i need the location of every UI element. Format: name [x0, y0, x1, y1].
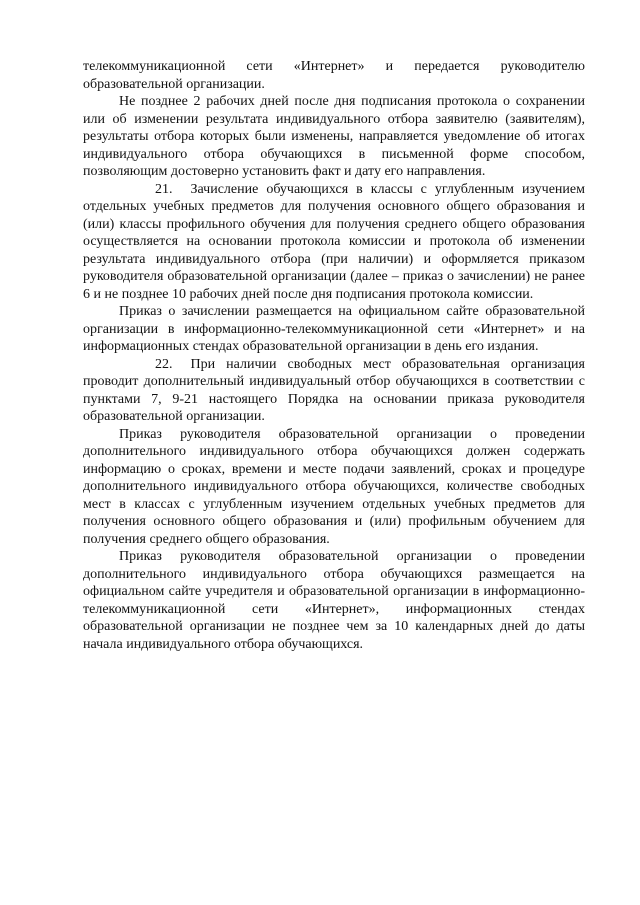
paragraph-text: телекоммуникационной сети «Интернет» и передается руководителю образовательной организации. [83, 59, 585, 92]
paragraph-order-content [83, 426, 585, 549]
item-number: 21. [155, 181, 173, 197]
paragraph-order-placement [83, 548, 585, 653]
paragraph-text: Зачисление обучающихся в классы с углубленным изучением отдельных учебных предметов для получения основного общего образования и (или) классы профильного обучения для получения среднего общего образования осуществляется на основании протокола комиссии и протокола об изменении результата индивидуального отбора (при наличии) и оформляется приказом руководителя образовательной организации (далее – приказ о зачислении) не ранее 6 и не позднее 10 рабочих дней после дня подписания протокола комиссии. [83, 181, 585, 302]
paragraph-text: Приказ о зачислении размещается на официальном сайте образовательной организации в информационно-телекоммуникационной сети «Интернет» и на информационных стендах образовательной организации в день его издания. [83, 304, 585, 354]
document-page [83, 58, 585, 653]
paragraph-order-publication [83, 303, 585, 356]
paragraph-notification [83, 93, 585, 181]
paragraph-item-21 [83, 181, 585, 304]
paragraph-text: Приказ руководителя образовательной организации о проведении дополнительного индивидуального отбора обучающихся размещается на официальном сайте учредителя и образовательной организации в информационно-телекоммуникационной сети «Интернет», информационных стендах образовательной организации не позднее чем за 10 календарных дней до даты начала индивидуального отбора обучающихся. [83, 549, 585, 652]
paragraph-text: Приказ руководителя образовательной организации о проведении дополнительного индивидуального отбора обучающихся должен содержать информацию о сроках, времени и месте подачи заявлений, сроках и процедуре дополнительного индивидуального отбора обучающихся, количестве свободных мест в классах с углубленным изучением отдельных учебных предметов для получения основного общего образования и (или) профильным обучением для получения среднего общего образования. [83, 426, 585, 547]
item-number: 22. [155, 356, 173, 372]
paragraph-text: При наличии свободных мест образовательная организация проводит дополнительный индивидуальный отбор обучающихся в соответствии с пунктами 7, 9-21 настоящего Порядка на основании приказа руководителя образовательной организации. [83, 356, 585, 424]
paragraph-item-22 [83, 356, 585, 426]
paragraph-text: Не позднее 2 рабочих дней после дня подписания протокола о сохранении или об изменении результата индивидуального отбора заявителю (заявителям), результаты отбора которых были изменены, направляется уведомление об итогах индивидуального отбора обучающихся в письменной форме способом, позволяющим достоверно установить факт и дату его направления. [83, 94, 585, 179]
paragraph-continuation [83, 58, 585, 93]
